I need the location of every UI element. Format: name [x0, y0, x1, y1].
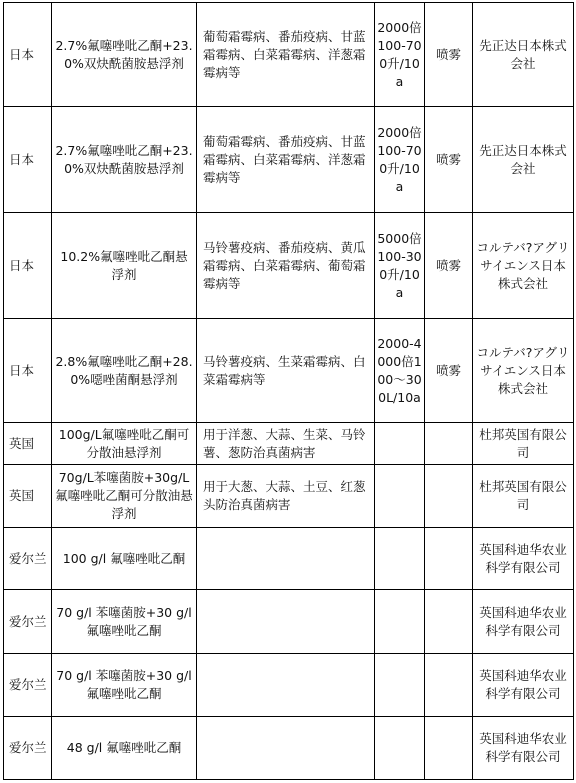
- dosage-cell: 5000倍100-300升/10a: [375, 213, 425, 319]
- company-cell: 英国科迪华农业科学有限公司: [473, 590, 574, 654]
- product-cell: 70 g/l 苯噻菌胺+30 g/l 氟噻唑吡乙酮: [52, 654, 197, 717]
- product-cell: 2.8%氟噻唑吡乙酮+28.0%噁唑菌酮悬浮剂: [52, 319, 197, 423]
- table-row: [4, 423, 574, 465]
- method-cell: 喷雾: [425, 107, 473, 213]
- target-cell: [197, 528, 375, 590]
- product-cell: 100g/L氟噻唑吡乙酮可分散油悬浮剂: [52, 423, 197, 465]
- country-cell: 爱尔兰: [4, 590, 52, 654]
- target-cell: 葡萄霜霉病、番茄疫病、甘蓝霜霉病、白菜霜霉病、洋葱霜霉病等: [197, 3, 375, 107]
- target-cell: [197, 654, 375, 717]
- country-cell: 爱尔兰: [4, 528, 52, 590]
- method-cell: 喷雾: [425, 3, 473, 107]
- product-cell: 2.7%氟噻唑吡乙酮+23.0%双炔酰菌胺悬浮剂: [52, 3, 197, 107]
- table-row: [4, 465, 574, 528]
- dosage-cell: [375, 717, 425, 780]
- table-row: [4, 590, 574, 654]
- company-cell: 英国科迪华农业科学有限公司: [473, 528, 574, 590]
- dosage-cell: [375, 590, 425, 654]
- country-cell: 日本: [4, 107, 52, 213]
- table-row: [4, 319, 574, 423]
- product-cell: 10.2%氟噻唑吡乙酮悬浮剂: [52, 213, 197, 319]
- target-cell: 葡萄霜霉病、番茄疫病、甘蓝霜霉病、白菜霜霉病、洋葱霜霉病等: [197, 107, 375, 213]
- method-cell: [425, 717, 473, 780]
- dosage-cell: [375, 528, 425, 590]
- table-row: [4, 717, 574, 780]
- country-cell: 日本: [4, 319, 52, 423]
- company-cell: 英国科迪华农业科学有限公司: [473, 717, 574, 780]
- company-cell: 英国科迪华农业科学有限公司: [473, 654, 574, 717]
- product-cell: 48 g/l 氟噻唑吡乙酮: [52, 717, 197, 780]
- company-cell: コルテバ?アグリサイエンス日本株式会社: [473, 319, 574, 423]
- product-cell: 70 g/l 苯噻菌胺+30 g/l 氟噻唑吡乙酮: [52, 590, 197, 654]
- product-cell: 2.7%氟噻唑吡乙酮+23.0%双炔酰菌胺悬浮剂: [52, 107, 197, 213]
- dosage-cell: 2000倍100-700升/10a: [375, 107, 425, 213]
- target-cell: [197, 590, 375, 654]
- method-cell: [425, 528, 473, 590]
- target-cell: 马铃薯疫病、生菜霜霉病、白菜霜霉病等: [197, 319, 375, 423]
- method-cell: [425, 654, 473, 717]
- dosage-cell: [375, 465, 425, 528]
- table-row: [4, 654, 574, 717]
- dosage-cell: 2000-4000倍100～300L/10a: [375, 319, 425, 423]
- method-cell: [425, 465, 473, 528]
- method-cell: 喷雾: [425, 213, 473, 319]
- method-cell: [425, 423, 473, 465]
- company-cell: 杜邦英国有限公司: [473, 423, 574, 465]
- company-cell: 先正达日本株式会社: [473, 3, 574, 107]
- country-cell: 日本: [4, 3, 52, 107]
- country-cell: 日本: [4, 213, 52, 319]
- company-cell: コルテバ?アグリサイエンス日本株式会社: [473, 213, 574, 319]
- company-cell: 先正达日本株式会社: [473, 107, 574, 213]
- registration-table: [3, 2, 574, 780]
- table-row: [4, 107, 574, 213]
- country-cell: 英国: [4, 423, 52, 465]
- country-cell: 爱尔兰: [4, 654, 52, 717]
- country-cell: 英国: [4, 465, 52, 528]
- target-cell: 用于洋葱、大蒜、生菜、马铃薯、葱防治真菌病害: [197, 423, 375, 465]
- target-cell: 马铃薯疫病、番茄疫病、黄瓜霜霉病、白菜霜霉病、葡萄霜霉病等: [197, 213, 375, 319]
- dosage-cell: [375, 654, 425, 717]
- table-row: [4, 528, 574, 590]
- table-row: [4, 3, 574, 107]
- method-cell: 喷雾: [425, 319, 473, 423]
- method-cell: [425, 590, 473, 654]
- country-cell: 爱尔兰: [4, 717, 52, 780]
- table-row: [4, 213, 574, 319]
- product-cell: 100 g/l 氟噻唑吡乙酮: [52, 528, 197, 590]
- dosage-cell: 2000倍100-700升/10a: [375, 3, 425, 107]
- target-cell: [197, 717, 375, 780]
- product-cell: 70g/L苯噻菌胺+30g/L氟噻唑吡乙酮可分散油悬浮剂: [52, 465, 197, 528]
- dosage-cell: [375, 423, 425, 465]
- target-cell: 用于大葱、大蒜、土豆、红葱头防治真菌病害: [197, 465, 375, 528]
- company-cell: 杜邦英国有限公司: [473, 465, 574, 528]
